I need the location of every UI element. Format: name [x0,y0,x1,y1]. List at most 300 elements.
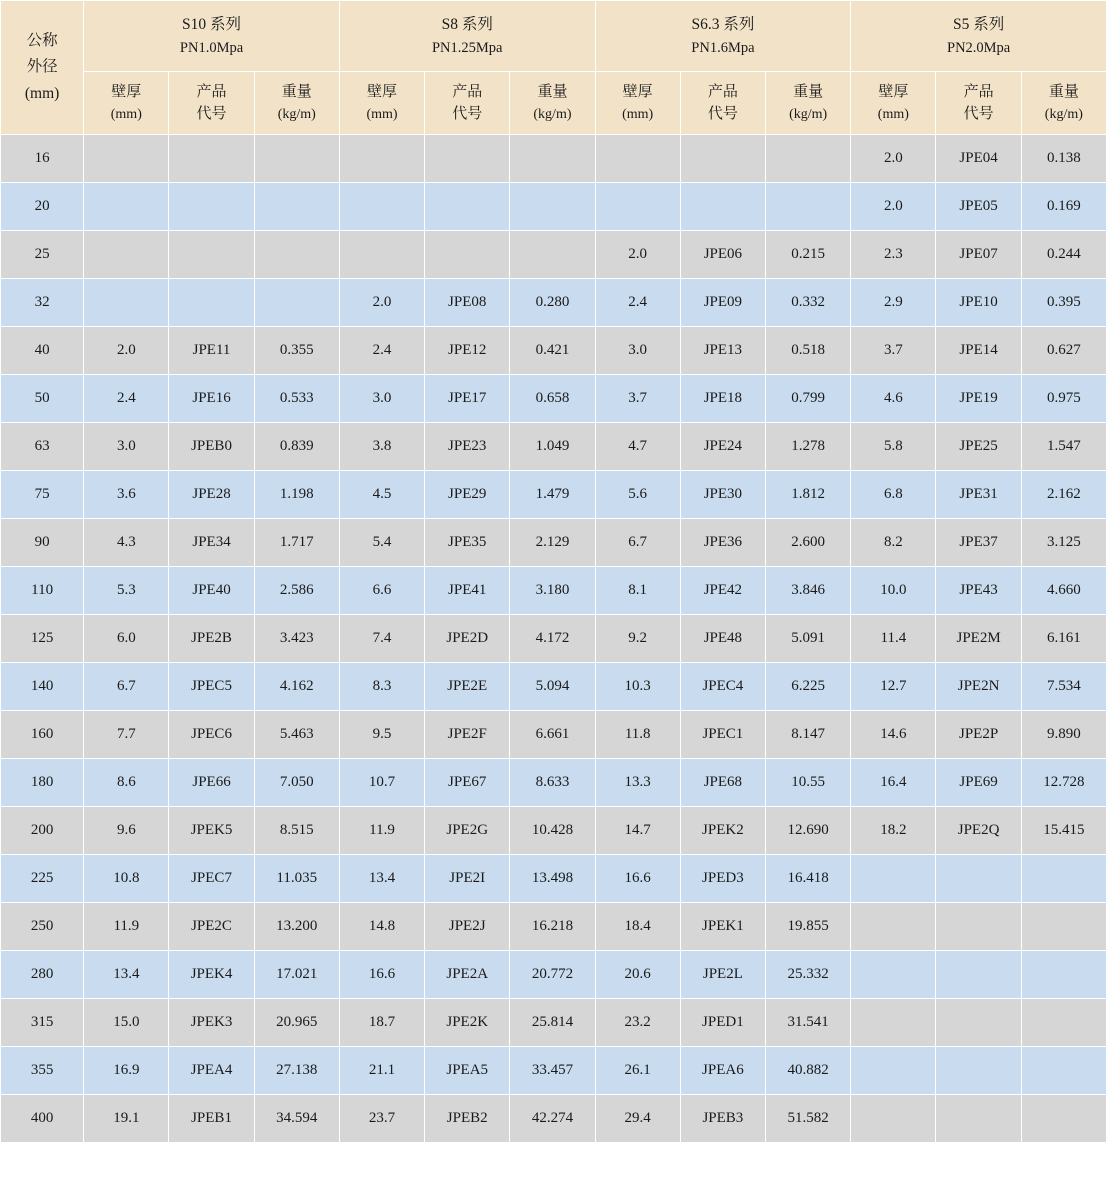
cell-product-code-s8: JPE67 [425,759,510,807]
subheader-label: 重量 [793,84,824,101]
cell-product-code-s10: JPEC6 [169,711,254,759]
cell-product-code-s5: JPE2M [936,615,1021,663]
cell-product-code-s5: JPE14 [936,327,1021,375]
cell-empty [1021,1095,1106,1143]
cell-empty [1021,855,1106,903]
cell-wall-thickness-s8: 8.3 [339,663,424,711]
cell-empty [766,183,851,231]
cell-wall-thickness-s10: 8.6 [84,759,169,807]
cell-product-code-s5: JPE04 [936,135,1021,183]
cell-weight-s63: 6.225 [766,663,851,711]
cell-weight-s5: 15.415 [1021,807,1106,855]
cell-wall-thickness-s5: 2.9 [851,279,936,327]
cell-weight-s63: 16.418 [766,855,851,903]
cell-weight-s5: 0.244 [1021,231,1106,279]
cell-weight-s10: 0.533 [254,375,339,423]
cell-wall-thickness-s8: 18.7 [339,999,424,1047]
cell-wall-thickness-s8: 21.1 [339,1047,424,1095]
cell-wall-thickness-s10: 16.9 [84,1047,169,1095]
cell-weight-s63: 0.332 [766,279,851,327]
cell-weight-s5: 0.627 [1021,327,1106,375]
cell-product-code-s10: JPE40 [169,567,254,615]
cell-empty [425,183,510,231]
cell-weight-s5: 0.138 [1021,135,1106,183]
cell-weight-s10: 5.463 [254,711,339,759]
table-row [1,279,1107,327]
cell-wall-thickness-s63: 6.7 [595,519,680,567]
cell-nominal-diameter: 225 [1,855,84,903]
cell-wall-thickness-s8: 7.4 [339,615,424,663]
cell-product-code-s63: JPED1 [680,999,765,1047]
cell-nominal-diameter: 75 [1,471,84,519]
cell-product-code-s10: JPE34 [169,519,254,567]
cell-wall-thickness-s8: 3.0 [339,375,424,423]
cell-weight-s10: 27.138 [254,1047,339,1095]
subheader-label: 壁厚 [878,84,909,101]
cell-weight-s63: 51.582 [766,1095,851,1143]
table-row [1,375,1107,423]
cell-product-code-s10: JPEC5 [169,663,254,711]
cell-weight-s63: 0.518 [766,327,851,375]
cell-wall-thickness-s5: 10.0 [851,567,936,615]
group-pn-s8: PN1.25Mpa [431,39,503,56]
cell-nominal-diameter: 315 [1,999,84,1047]
cell-product-code-s10: JPE28 [169,471,254,519]
cell-wall-thickness-s8: 23.7 [339,1095,424,1143]
subheader-unit: (kg/m) [533,106,572,122]
cell-weight-s5: 0.975 [1021,375,1106,423]
cell-weight-s63: 12.690 [766,807,851,855]
header-group-s63 [595,1,851,72]
cell-weight-s5: 2.162 [1021,471,1106,519]
cell-weight-s8: 20.772 [510,951,595,999]
cell-empty [169,135,254,183]
cell-wall-thickness-s63: 3.0 [595,327,680,375]
cell-wall-thickness-s63: 9.2 [595,615,680,663]
subheader-label: 产品 [963,83,994,100]
cell-wall-thickness-s63: 11.8 [595,711,680,759]
cell-product-code-s5: JPE07 [936,231,1021,279]
cell-product-code-s63: JPE48 [680,615,765,663]
cell-nominal-diameter: 180 [1,759,84,807]
cell-empty [680,135,765,183]
cell-weight-s5: 0.395 [1021,279,1106,327]
table-row [1,903,1107,951]
cell-product-code-s10: JPE2B [169,615,254,663]
cell-product-code-s5: JPE05 [936,183,1021,231]
cell-wall-thickness-s63: 4.7 [595,423,680,471]
cell-empty [595,183,680,231]
subheader-unit: (kg/m) [1044,106,1083,122]
table-row [1,807,1107,855]
cell-weight-s8: 42.274 [510,1095,595,1143]
cell-weight-s5: 1.547 [1021,423,1106,471]
cell-wall-thickness-s8: 11.9 [339,807,424,855]
cell-wall-thickness-s5: 2.0 [851,183,936,231]
cell-product-code-s63: JPEC4 [680,663,765,711]
cell-product-code-s63: JPE2L [680,951,765,999]
cell-wall-thickness-s10: 19.1 [84,1095,169,1143]
cell-wall-thickness-s10: 3.6 [84,471,169,519]
cell-product-code-s10: JPE16 [169,375,254,423]
cell-product-code-s63: JPEB3 [680,1095,765,1143]
cell-wall-thickness-s5: 18.2 [851,807,936,855]
cell-nominal-diameter: 125 [1,615,84,663]
cell-empty [510,231,595,279]
cell-weight-s5: 4.660 [1021,567,1106,615]
subheader-wall-thickness-s8 [339,72,424,135]
cell-weight-s8: 16.218 [510,903,595,951]
cell-nominal-diameter: 400 [1,1095,84,1143]
cell-weight-s8: 1.049 [510,423,595,471]
table-row [1,711,1107,759]
cell-product-code-s8: JPE17 [425,375,510,423]
cell-weight-s63: 1.812 [766,471,851,519]
cell-weight-s63: 10.55 [766,759,851,807]
cell-nominal-diameter: 280 [1,951,84,999]
cell-empty [254,279,339,327]
cell-product-code-s8: JPE12 [425,327,510,375]
cell-product-code-s63: JPED3 [680,855,765,903]
cell-product-code-s63: JPEC1 [680,711,765,759]
cell-wall-thickness-s63: 3.7 [595,375,680,423]
cell-wall-thickness-s10: 6.0 [84,615,169,663]
cell-wall-thickness-s8: 2.4 [339,327,424,375]
cell-empty [936,999,1021,1047]
cell-wall-thickness-s8: 10.7 [339,759,424,807]
cell-product-code-s63: JPE13 [680,327,765,375]
cell-empty [510,183,595,231]
cell-weight-s10: 2.586 [254,567,339,615]
subheader-label2: 代号 [707,106,738,122]
cell-empty [254,183,339,231]
cell-nominal-diameter: 355 [1,1047,84,1095]
cell-product-code-s5: JPE37 [936,519,1021,567]
cell-empty [84,135,169,183]
cell-product-code-s5: JPE43 [936,567,1021,615]
cell-nominal-diameter: 160 [1,711,84,759]
cell-weight-s8: 1.479 [510,471,595,519]
cell-product-code-s10: JPEK5 [169,807,254,855]
subheader-label: 重量 [537,84,568,101]
cell-product-code-s5: JPE10 [936,279,1021,327]
subheader-weight-s63 [766,72,851,135]
cell-wall-thickness-s5: 6.8 [851,471,936,519]
cell-weight-s63: 5.091 [766,615,851,663]
subheader-weight-s10 [254,72,339,135]
cell-weight-s10: 20.965 [254,999,339,1047]
cell-wall-thickness-s63: 14.7 [595,807,680,855]
cell-wall-thickness-s10: 9.6 [84,807,169,855]
cell-weight-s10: 34.594 [254,1095,339,1143]
cell-wall-thickness-s10: 10.8 [84,855,169,903]
subheader-label: 重量 [281,84,312,101]
cell-product-code-s10: JPEB1 [169,1095,254,1143]
cell-weight-s63: 1.278 [766,423,851,471]
cell-empty [936,951,1021,999]
cell-empty [84,231,169,279]
cell-empty [766,135,851,183]
cell-nominal-diameter: 250 [1,903,84,951]
cell-product-code-s10: JPE2C [169,903,254,951]
subheader-unit: (mm) [877,106,909,122]
subheader-label2: 代号 [452,106,483,122]
subheader-product-code-s5 [936,72,1021,135]
cell-product-code-s8: JPE08 [425,279,510,327]
cell-weight-s8: 8.633 [510,759,595,807]
cell-product-code-s10: JPEB0 [169,423,254,471]
cell-product-code-s63: JPE18 [680,375,765,423]
cell-wall-thickness-s8: 9.5 [339,711,424,759]
cell-empty [425,231,510,279]
table-header [1,1,1107,135]
cell-wall-thickness-s5: 2.3 [851,231,936,279]
cell-weight-s63: 8.147 [766,711,851,759]
cell-wall-thickness-s8: 16.6 [339,951,424,999]
cell-product-code-s8: JPE2E [425,663,510,711]
group-name-s5: S5 系列 [953,15,1005,33]
cell-empty [680,183,765,231]
cell-wall-thickness-s8: 13.4 [339,855,424,903]
cell-empty [339,231,424,279]
cell-empty [851,855,936,903]
subheader-label: 产品 [707,83,738,100]
cell-empty [936,903,1021,951]
cell-wall-thickness-s63: 2.0 [595,231,680,279]
group-pn-s5: PN2.0Mpa [947,39,1011,56]
subheader-label: 壁厚 [622,84,653,101]
cell-nominal-diameter: 200 [1,807,84,855]
subheader-label2: 代号 [196,106,227,122]
cell-product-code-s8: JPE2D [425,615,510,663]
subheader-weight-s5 [1021,72,1106,135]
cell-wall-thickness-s63: 16.6 [595,855,680,903]
cell-product-code-s63: JPEK1 [680,903,765,951]
cell-empty [1021,1047,1106,1095]
cell-product-code-s10: JPE66 [169,759,254,807]
cell-product-code-s10: JPEC7 [169,855,254,903]
cell-weight-s8: 3.180 [510,567,595,615]
cell-empty [936,855,1021,903]
table-row [1,999,1107,1047]
cell-wall-thickness-s8: 4.5 [339,471,424,519]
cell-empty [169,279,254,327]
subheader-weight-s8 [510,72,595,135]
cell-product-code-s10: JPE11 [169,327,254,375]
cell-wall-thickness-s5: 14.6 [851,711,936,759]
header-dn-line2: 外径 [26,58,58,76]
cell-product-code-s63: JPE06 [680,231,765,279]
table-row [1,135,1107,183]
cell-wall-thickness-s5: 4.6 [851,375,936,423]
cell-wall-thickness-s8: 2.0 [339,279,424,327]
cell-empty [936,1095,1021,1143]
table-row [1,1047,1107,1095]
cell-wall-thickness-s8: 14.8 [339,903,424,951]
subheader-product-code-s10 [169,72,254,135]
cell-empty [595,135,680,183]
cell-weight-s10: 11.035 [254,855,339,903]
cell-wall-thickness-s5: 2.0 [851,135,936,183]
subheader-label: 产品 [196,83,227,100]
cell-weight-s8: 2.129 [510,519,595,567]
cell-empty [339,135,424,183]
subheader-product-code-s63 [680,72,765,135]
cell-wall-thickness-s5: 3.7 [851,327,936,375]
table-row [1,231,1107,279]
cell-weight-s63: 2.600 [766,519,851,567]
cell-wall-thickness-s5: 8.2 [851,519,936,567]
cell-product-code-s8: JPE23 [425,423,510,471]
cell-product-code-s8: JPE29 [425,471,510,519]
cell-weight-s10: 1.198 [254,471,339,519]
cell-nominal-diameter: 50 [1,375,84,423]
cell-wall-thickness-s10: 3.0 [84,423,169,471]
subheader-unit: (mm) [622,106,654,122]
cell-weight-s10: 3.423 [254,615,339,663]
cell-wall-thickness-s10: 4.3 [84,519,169,567]
cell-product-code-s8: JPE41 [425,567,510,615]
cell-weight-s5: 7.534 [1021,663,1106,711]
cell-weight-s63: 0.215 [766,231,851,279]
cell-wall-thickness-s63: 8.1 [595,567,680,615]
cell-empty [936,1047,1021,1095]
cell-weight-s10: 13.200 [254,903,339,951]
cell-weight-s5: 6.161 [1021,615,1106,663]
cell-weight-s10: 17.021 [254,951,339,999]
cell-nominal-diameter: 32 [1,279,84,327]
cell-wall-thickness-s5: 16.4 [851,759,936,807]
cell-empty [851,999,936,1047]
table-row [1,759,1107,807]
cell-weight-s5: 9.890 [1021,711,1106,759]
table-row [1,567,1107,615]
cell-empty [851,1047,936,1095]
cell-product-code-s8: JPE2A [425,951,510,999]
cell-wall-thickness-s63: 10.3 [595,663,680,711]
cell-weight-s8: 5.094 [510,663,595,711]
cell-wall-thickness-s10: 2.0 [84,327,169,375]
table-body [1,135,1107,1143]
cell-empty [339,183,424,231]
header-dn-line1: 公称 [26,31,58,49]
cell-weight-s63: 31.541 [766,999,851,1047]
cell-empty [1021,951,1106,999]
cell-product-code-s10: JPEK3 [169,999,254,1047]
cell-nominal-diameter: 90 [1,519,84,567]
subheader-label: 重量 [1048,84,1079,101]
header-group-s5 [851,1,1107,72]
header-group-s8 [339,1,595,72]
cell-weight-s8: 13.498 [510,855,595,903]
cell-wall-thickness-s8: 5.4 [339,519,424,567]
table-row [1,183,1107,231]
table-row [1,471,1107,519]
header-row-groups [1,1,1107,72]
cell-product-code-s63: JPE36 [680,519,765,567]
cell-weight-s8: 0.280 [510,279,595,327]
cell-weight-s8: 0.421 [510,327,595,375]
cell-product-code-s63: JPE30 [680,471,765,519]
cell-weight-s10: 7.050 [254,759,339,807]
subheader-unit: (kg/m) [789,106,828,122]
cell-product-code-s10: JPEA4 [169,1047,254,1095]
cell-product-code-s5: JPE2P [936,711,1021,759]
cell-wall-thickness-s10: 5.3 [84,567,169,615]
group-name-s10: S10 系列 [182,15,242,33]
cell-product-code-s63: JPEK2 [680,807,765,855]
cell-wall-thickness-s63: 18.4 [595,903,680,951]
table-row [1,327,1107,375]
cell-product-code-s8: JPE2K [425,999,510,1047]
cell-weight-s8: 4.172 [510,615,595,663]
subheader-product-code-s8 [425,72,510,135]
cell-product-code-s5: JPE19 [936,375,1021,423]
subheader-unit: (mm) [110,106,142,122]
cell-weight-s8: 0.658 [510,375,595,423]
group-name-s8: S8 系列 [441,15,493,33]
cell-empty [851,1095,936,1143]
cell-wall-thickness-s63: 26.1 [595,1047,680,1095]
cell-product-code-s8: JPE2J [425,903,510,951]
table-row [1,615,1107,663]
cell-weight-s10: 4.162 [254,663,339,711]
cell-empty [254,135,339,183]
subheader-label2: 代号 [963,106,994,122]
cell-wall-thickness-s5: 5.8 [851,423,936,471]
cell-nominal-diameter: 110 [1,567,84,615]
header-nominal-diameter [1,1,84,135]
cell-wall-thickness-s8: 3.8 [339,423,424,471]
cell-product-code-s8: JPEA5 [425,1047,510,1095]
group-pn-s10: PN1.0Mpa [179,39,244,56]
cell-product-code-s5: JPE25 [936,423,1021,471]
cell-weight-s10: 1.717 [254,519,339,567]
cell-nominal-diameter: 25 [1,231,84,279]
cell-product-code-s5: JPE69 [936,759,1021,807]
cell-product-code-s63: JPE24 [680,423,765,471]
cell-empty [254,231,339,279]
cell-wall-thickness-s10: 2.4 [84,375,169,423]
cell-weight-s63: 0.799 [766,375,851,423]
table-row [1,423,1107,471]
cell-wall-thickness-s63: 2.4 [595,279,680,327]
cell-nominal-diameter: 63 [1,423,84,471]
cell-wall-thickness-s63: 20.6 [595,951,680,999]
cell-empty [84,183,169,231]
cell-weight-s10: 0.355 [254,327,339,375]
cell-product-code-s8: JPE2I [425,855,510,903]
cell-empty [169,231,254,279]
table-row [1,855,1107,903]
cell-product-code-s63: JPE09 [680,279,765,327]
cell-weight-s8: 10.428 [510,807,595,855]
cell-empty [510,135,595,183]
cell-weight-s63: 3.846 [766,567,851,615]
cell-weight-s10: 8.515 [254,807,339,855]
cell-empty [1021,903,1106,951]
cell-wall-thickness-s10: 13.4 [84,951,169,999]
cell-wall-thickness-s10: 15.0 [84,999,169,1047]
cell-product-code-s5: JPE2Q [936,807,1021,855]
subheader-label: 产品 [452,83,483,100]
header-group-s10 [84,1,340,72]
cell-product-code-s10: JPEK4 [169,951,254,999]
cell-wall-thickness-s10: 7.7 [84,711,169,759]
cell-wall-thickness-s10: 11.9 [84,903,169,951]
cell-wall-thickness-s8: 6.6 [339,567,424,615]
subheader-wall-thickness-s10 [84,72,169,135]
